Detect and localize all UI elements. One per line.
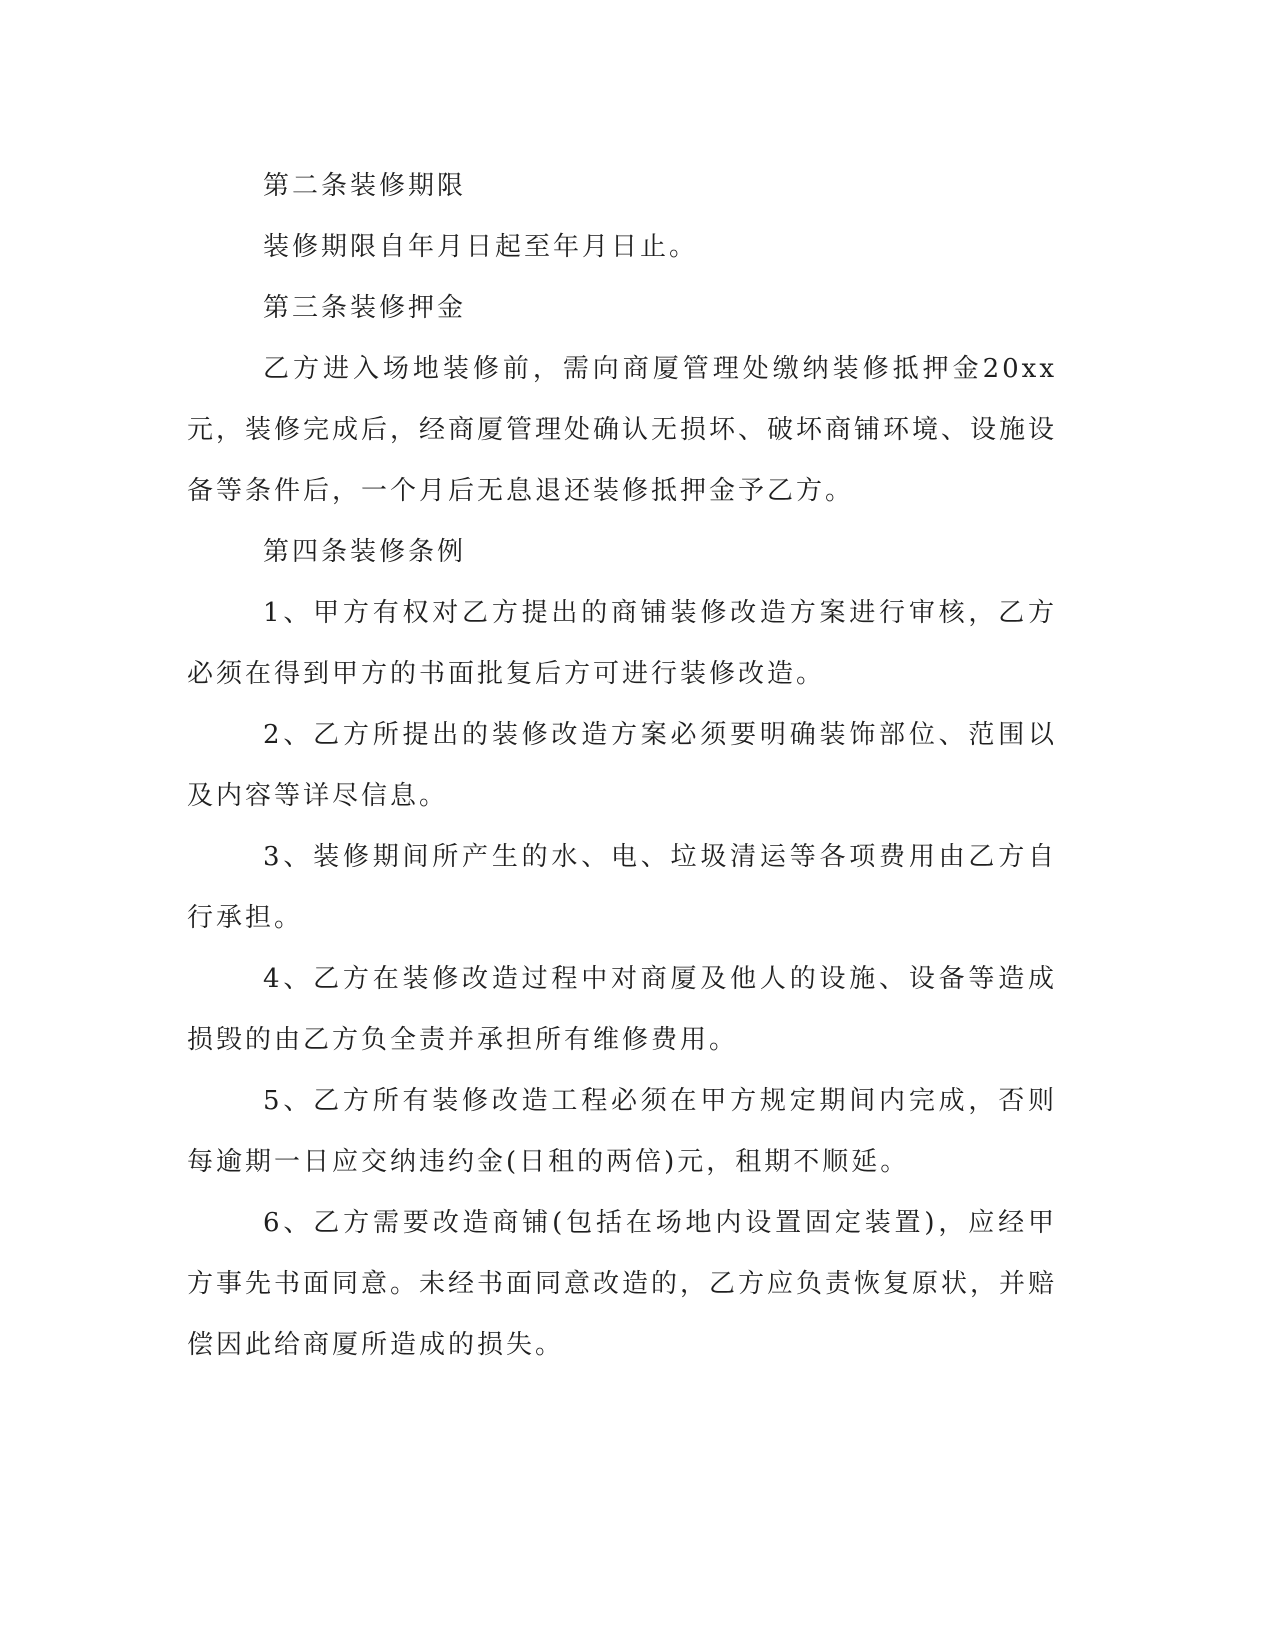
clause-1: 1、甲方有权对乙方提出的商铺装修改造方案进行审核，乙方必须在得到甲方的书面批复后方可进行装修改造。	[187, 598, 1057, 689]
clause-6: 6、乙方需要改造商铺(包括在场地内设置固定装置)，应经甲方事先书面同意。未经书面同意改造的，乙方应负责恢复原状，并赔偿因此给商厦所造成的损失。	[187, 1208, 1058, 1360]
document-body	[187, 156, 1057, 1376]
clause-4: 4、乙方在装修改造过程中对商厦及他人的设施、设备等造成损毁的由乙方负全责并承担所有维修费用。	[187, 964, 1057, 1055]
section-heading-2: 第二条装修期限	[263, 171, 467, 201]
paragraph-deposit: 乙方进入场地装修前，需向商厦管理处缴纳装修抵押金20xx元，装修完成后，经商厦管理处确认无损坏、破坏商铺环境、设施设备等条件后，一个月后无息退还装修抵押金予乙方。	[187, 354, 1058, 506]
clause-2: 2、乙方所提出的装修改造方案必须要明确装饰部位、范围以及内容等详尽信息。	[187, 720, 1057, 811]
clause-5: 5、乙方所有装修改造工程必须在甲方规定期间内完成，否则每逾期一日应交纳违约金(日租的两倍)元，租期不顺延。	[187, 1086, 1057, 1177]
section-heading-4: 第四条装修条例	[263, 537, 467, 567]
section-heading-3: 第三条装修押金	[263, 293, 467, 323]
clause-3: 3、装修期间所产生的水、电、垃圾清运等各项费用由乙方自行承担。	[187, 842, 1057, 933]
paragraph-decoration-period: 装修期限自年月日起至年月日止。	[263, 232, 699, 262]
